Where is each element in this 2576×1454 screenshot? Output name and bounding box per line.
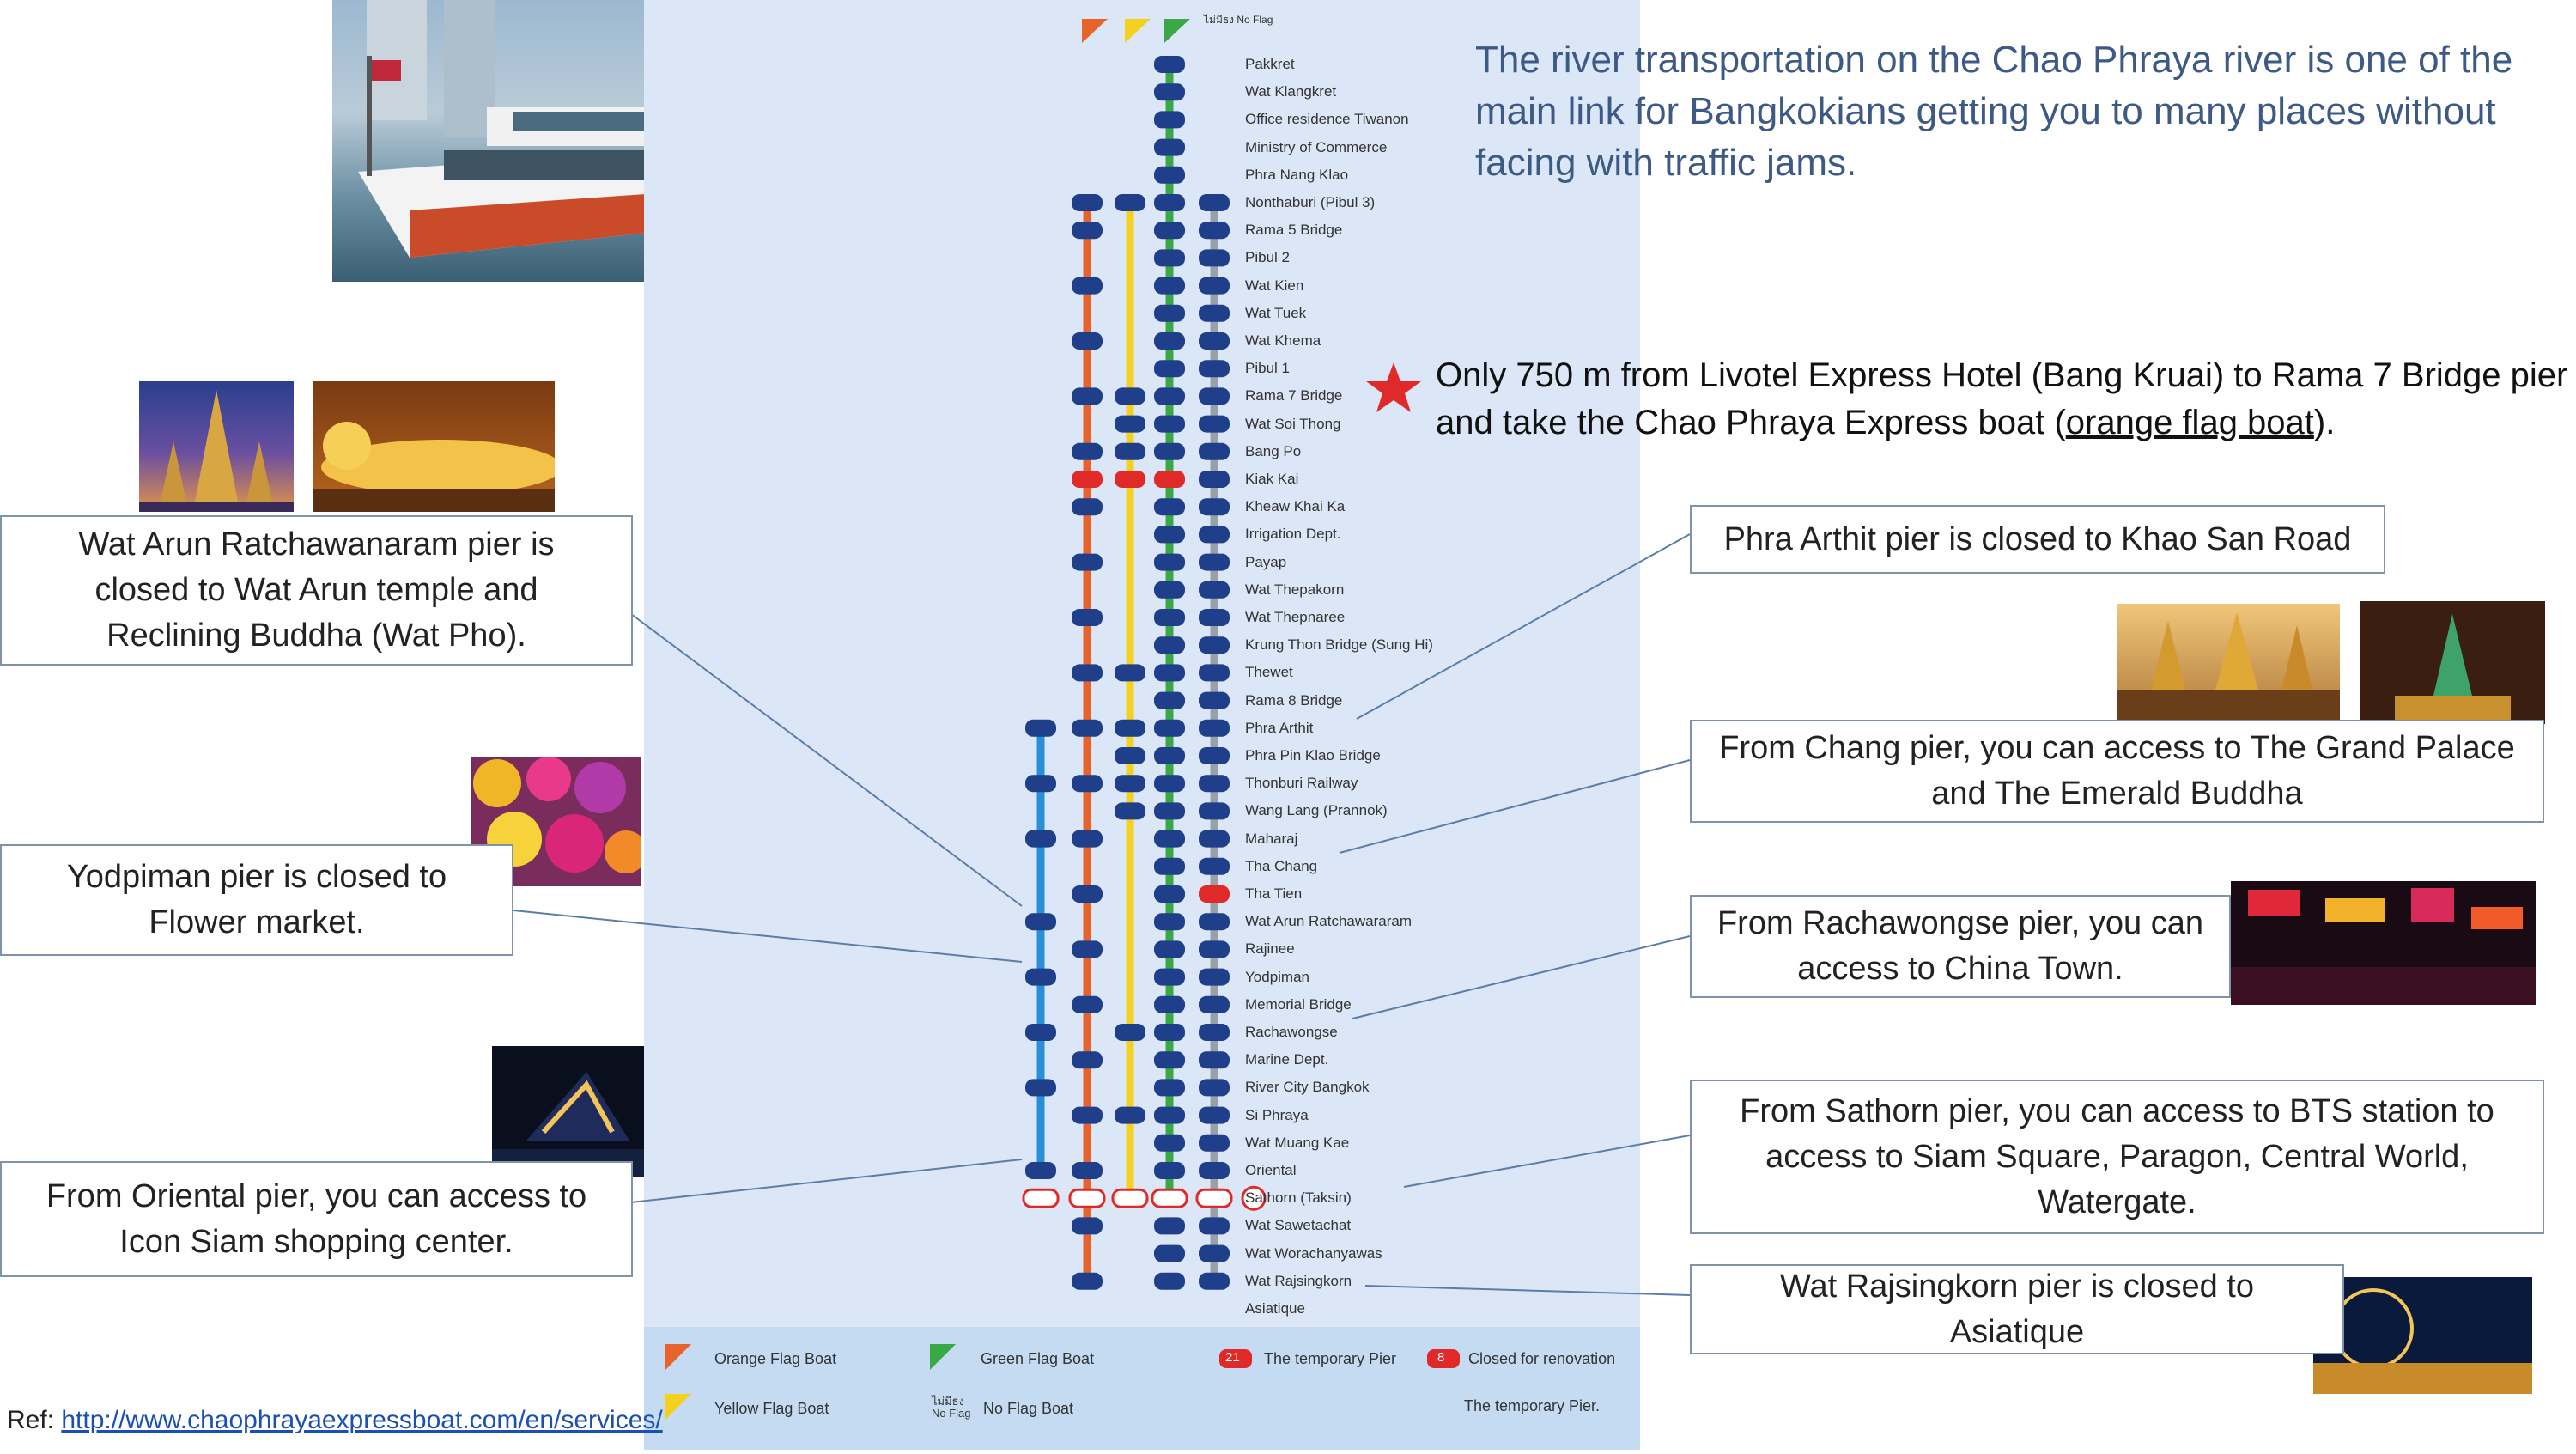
- stop-label: Phra Pin Klao Bridge: [1245, 747, 1381, 764]
- stop-label: Rama 7 Bridge: [1245, 387, 1343, 405]
- stop-label: Wat Klangkret: [1245, 83, 1337, 100]
- stop-label: Tha Tien: [1245, 885, 1303, 902]
- stop-label: Si Phraya: [1245, 1106, 1309, 1123]
- stop-label: Wat Thepnaree: [1245, 609, 1346, 625]
- stop-label: Wat Thepakorn: [1245, 581, 1345, 598]
- stop-label: Wat Arun Ratchawararam: [1245, 913, 1412, 930]
- reference-link[interactable]: http://www.chaophrayaexpressboat.com/en/services/: [61, 1406, 663, 1434]
- stop-label: Wat Kien: [1245, 277, 1304, 294]
- legend-closed: Closed for renovation: [1468, 1350, 1616, 1367]
- legend-orange: Orange Flag Boat: [714, 1350, 837, 1367]
- stop-label: Phra Nang Klao: [1245, 166, 1349, 183]
- legend-yellow: Yellow Flag Boat: [714, 1400, 829, 1417]
- red-star-icon: [1364, 361, 1424, 412]
- callout-rachawongse: From Rachawongse pier, you can access to China Town.: [1690, 895, 2231, 998]
- stop-label: Krung Thon Bridge (Sung Hi): [1245, 636, 1433, 654]
- stop-label: Bang Po: [1245, 442, 1302, 459]
- stop-label: Rama 5 Bridge: [1245, 222, 1343, 239]
- legend-closed-badge: 8: [1437, 1350, 1445, 1365]
- legend-temp2: The temporary Pier.: [1464, 1397, 1601, 1414]
- stop-label: Maharaj: [1245, 830, 1298, 847]
- stop-label: Office residence Tiwanon: [1245, 111, 1409, 128]
- orange-flag-boat-link[interactable]: orange flag boat: [2065, 404, 2314, 441]
- stop-label: Rachawongse: [1245, 1024, 1338, 1040]
- stop-label: Wat Sawetachat: [1245, 1217, 1352, 1234]
- stop-label: Kiak Kai: [1245, 471, 1299, 487]
- stop-label: Memorial Bridge: [1245, 995, 1352, 1013]
- stop-label: Oriental: [1245, 1162, 1297, 1178]
- legend-noflag: No Flag Boat: [983, 1400, 1074, 1417]
- stop-label: Nonthaburi (Pibul 3): [1245, 194, 1376, 210]
- stop-label: Pakkret: [1245, 56, 1295, 72]
- stop-label: Yodpiman: [1245, 968, 1309, 985]
- stop-label: Asiatique: [1245, 1300, 1305, 1317]
- stop-label: Wat Soi Thong: [1245, 415, 1341, 432]
- stop-label: Sathorn (Taksin): [1245, 1189, 1352, 1207]
- stop-label: Irrigation Dept.: [1245, 526, 1341, 543]
- callout-sathorn: From Sathorn pier, you can access to BTS station to access to Siam Square, Paragon, Central World, Watergate.: [1690, 1080, 2544, 1234]
- stop-label: Payap: [1245, 553, 1287, 570]
- legend-green: Green Flag Boat: [981, 1350, 1095, 1367]
- legend-temp-badge: 21: [1225, 1350, 1240, 1365]
- stop-label: Pibul 2: [1245, 249, 1290, 266]
- stop-label: Wat Khema: [1245, 332, 1321, 349]
- hotel-note: Only 750 m from Livotel Express Hotel (Bang Kruai) to Rama 7 Bridge pier and take the Chao Phraya Express boat (orange flag boat).: [1436, 356, 2568, 441]
- noflag-header-label: ไม่มีธง No Flag: [1204, 14, 1273, 26]
- stop-label: Thonburi Railway: [1245, 775, 1358, 792]
- legend-noflag-thai: ไม่มีธง No Flag: [932, 1395, 971, 1420]
- legend-temp: The temporary Pier: [1264, 1350, 1397, 1367]
- stop-label: Wat Worachanyawas: [1245, 1244, 1382, 1262]
- stop-label: Pibul 1: [1245, 360, 1290, 377]
- reference-line: [7, 1406, 663, 1435]
- reference-label: Ref:: [7, 1406, 55, 1434]
- stop-label: Rajinee: [1245, 940, 1295, 958]
- stop-label: Tha Chang: [1245, 857, 1318, 874]
- callout-chang: From Chang pier, you can access to The Grand Palace and The Emerald Buddha: [1690, 720, 2544, 823]
- callout-phra-arthit: Phra Arthit pier is closed to Khao San Road: [1690, 505, 2385, 574]
- stop-label: Wat Muang Kae: [1245, 1134, 1350, 1151]
- stop-label: River City Bangkok: [1245, 1079, 1370, 1096]
- callout-rajsingkorn: Wat Rajsingkorn pier is closed to Asiatique: [1690, 1264, 2344, 1354]
- stop-label: Marine Dept.: [1245, 1051, 1329, 1068]
- stop-label: Wat Tuek: [1245, 304, 1307, 321]
- stop-label: Rama 8 Bridge: [1245, 691, 1343, 709]
- callout-wat-arun: Wat Arun Ratchawanaram pier is closed to Wat Arun temple and Reclining Buddha (Wat Pho).: [0, 515, 633, 666]
- stop-label: Wang Lang (Prannok): [1245, 802, 1388, 819]
- stop-label: Thewet: [1245, 664, 1293, 681]
- stop-label: Phra Arthit: [1245, 719, 1314, 736]
- stop-label: Kheaw Khai Ka: [1245, 498, 1346, 515]
- stop-label: Ministry of Commerce: [1245, 138, 1388, 155]
- intro-text: The river transportation on the Chao Phraya river is one of the main link for Bangkokians getting you to many places without facing with traffic jams.: [1475, 39, 2513, 184]
- callout-oriental: From Oriental pier, you can access to Icon Siam shopping center.: [0, 1161, 633, 1277]
- stop-label: Wat Rajsingkorn: [1245, 1272, 1352, 1289]
- callout-yodpiman: Yodpiman pier is closed to Flower market.: [0, 844, 513, 956]
